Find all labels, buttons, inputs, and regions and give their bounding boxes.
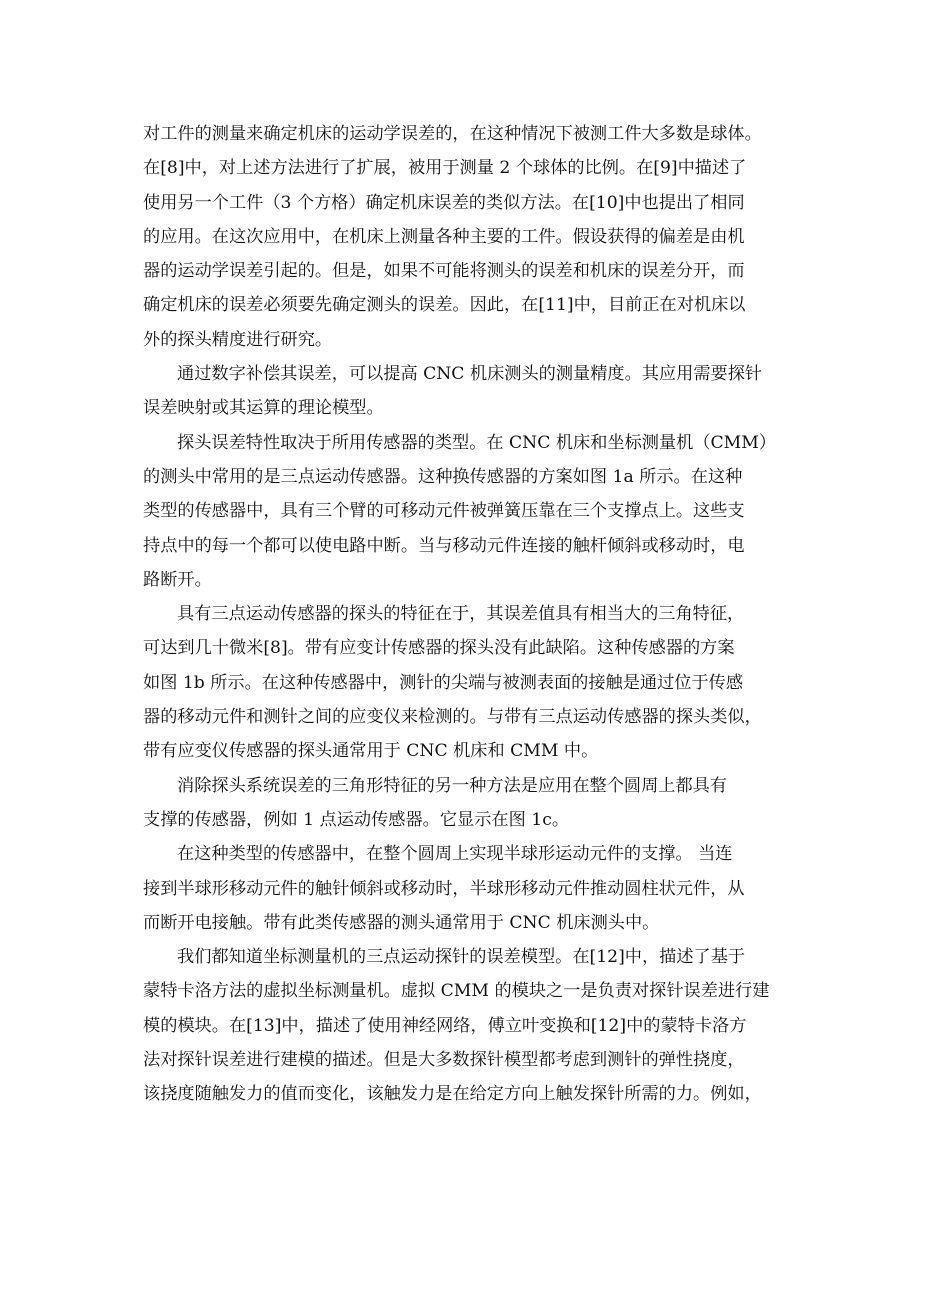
text-line: 可达到几十微米[8]。带有应变计传感器的探头没有此缺陷。这种传感器的方案 [143,638,735,659]
text-line: 的测头中常用的是三点运动传感器。这种换传感器的方案如图 1a 所示。在这种 [143,466,743,487]
body-text [143,117,803,1112]
paragraph [143,357,803,426]
text-line: 误差映射或其运算的理论模型。 [143,398,384,419]
paragraph [143,426,803,597]
text-line: 消除探头系统误差的三角形特征的另一种方法是应用在整个圆周上都具有 [177,775,728,796]
text-line: 的应用。在这次应用中，在机床上测量各种主要的工件。假设获得的偏差是由机 [143,226,745,247]
text-line: 探头误差特性取决于所用传感器的类型。在 CNC 机床和坐标测量机（CMM） [177,432,777,453]
text-line: 路断开。 [143,569,212,590]
paragraph [143,769,803,838]
text-line: 在[8]中，对上述方法进行了扩展，被用于测量 2 个球体的比例。在[9]中描述了 [143,158,747,179]
text-line: 通过数字补偿其误差，可以提高 CNC 机床测头的测量精度。其应用需要探针 [177,364,763,385]
text-line: 确定机床的误差必须要先确定测头的误差。因此，在[11]中，目前正在对机床以 [143,295,746,316]
text-line: 持点中的每一个都可以使电路中断。当与移动元件连接的触杆倾斜或移动时，电 [143,535,745,556]
text-line: 在这种类型的传感器中，在整个圆周上实现半球形运动元件的支撑。 当连 [177,844,733,865]
text-line: 使用另一个工件（3 个方格）确定机床误差的类似方法。在[10]中也提出了相同 [143,192,745,213]
text-line: 模的模块。在[13]中，描述了使用神经网络，傅立叶变换和[12]中的蒙特卡洛方 [143,1015,747,1036]
text-line: 器的运动学误差引起的。但是，如果不可能将测头的误差和机床的误差分开，而 [143,261,745,282]
text-line: 具有三点运动传感器的探头的特征在于，其误差值具有相当大的三角特征， [177,604,745,625]
text-line: 支撑的传感器，例如 1 点运动传感器。它显示在图 1c。 [143,809,570,830]
paragraph [143,940,803,1111]
text-line: 如图 1b 所示。在这种传感器中，测针的尖端与被测表面的接触是通过位于传感 [143,672,744,693]
text-line: 类型的传感器中，具有三个臂的可移动元件被弹簧压靠在三个支撑点上。这些支 [143,501,745,522]
text-line: 器的移动元件和测针之间的应变仪来检测的。与带有三点运动传感器的探头类似， [143,707,762,728]
text-line: 接到半球形移动元件的触针倾斜或移动时，半球形移动元件推动圆柱状元件，从 [143,878,745,899]
text-line: 对工件的测量来确定机床的运动学误差的，在这种情况下被测工件大多数是球体。 [143,124,762,144]
text-line: 外的探头精度进行研究。 [143,329,333,350]
text-line: 蒙特卡洛方法的虚拟坐标测量机。虚拟 CMM 的模块之一是负责对探针误差进行建 [143,981,770,1002]
paragraph [143,837,803,940]
text-line: 带有应变仪传感器的探头通常用于 CNC 机床和 CMM 中。 [143,741,599,762]
paragraph [143,597,803,768]
paragraph [143,117,803,357]
text-line: 该挠度随触发力的值而变化，该触发力是在给定方向上触发探针所需的力。例如， [143,1084,762,1105]
text-line: 法对探针误差进行建模的描述。但是大多数探针模型都考虑到测针的弹性挠度， [143,1050,745,1071]
text-line: 我们都知道坐标测量机的三点运动探针的误差模型。在[12]中，描述了基于 [177,947,746,968]
text-line: 而断开电接触。带有此类传感器的测头通常用于 CNC 机床测头中。 [143,912,660,933]
